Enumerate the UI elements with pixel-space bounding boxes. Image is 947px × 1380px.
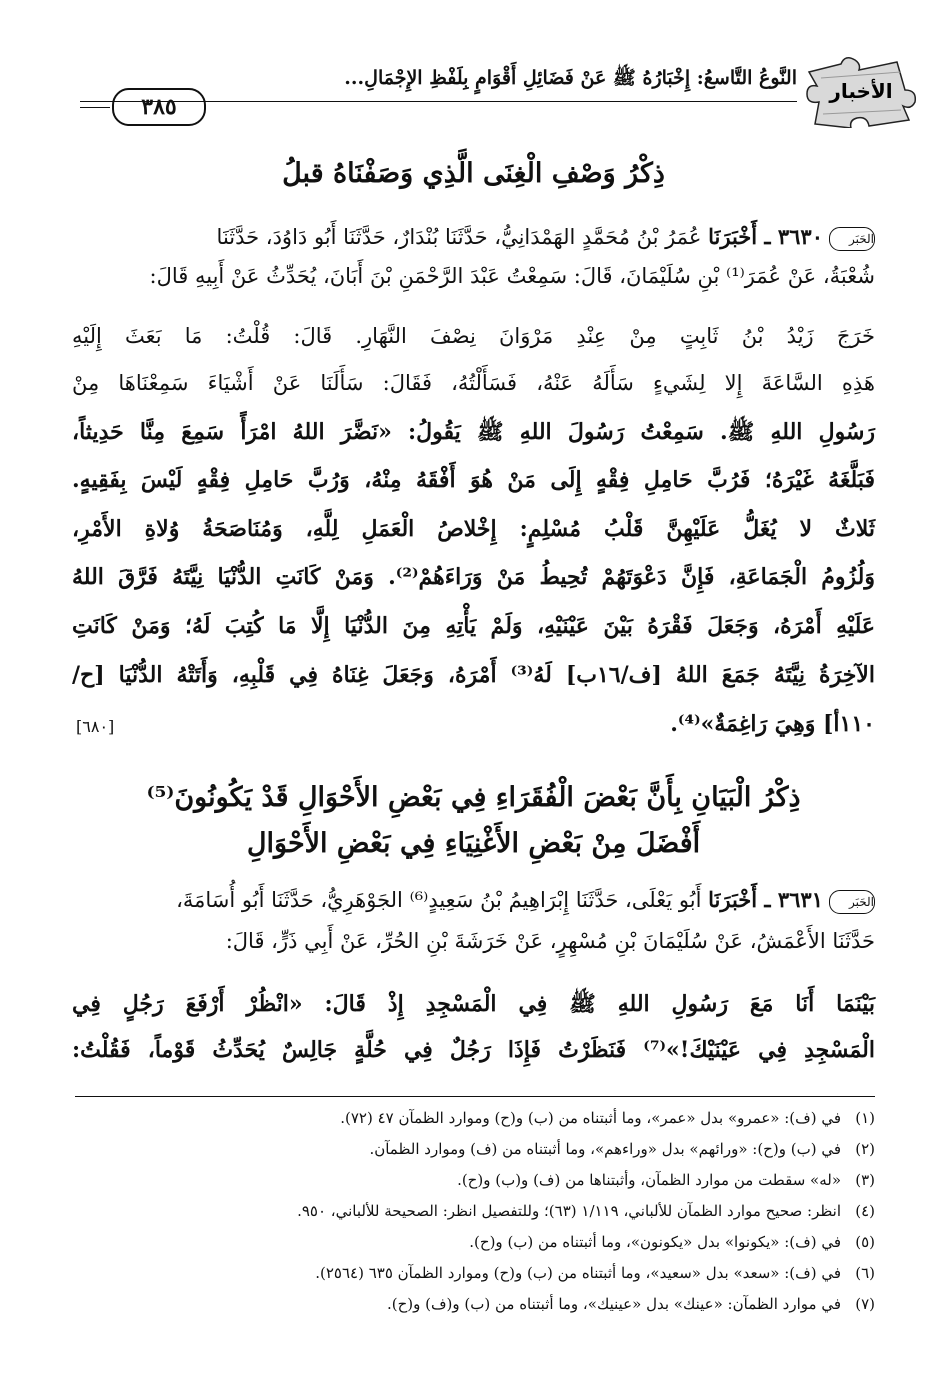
footnote-text: في موارد الظمآن: «عينك» بدل «عينيك»، وما أثبتناه من (ب) و(ف) و(ح).	[386, 1295, 841, 1313]
hadith-number: ٣٦٣٠ ـ أَخْبَرَنَا	[708, 224, 823, 249]
footnote	[80, 1202, 875, 1220]
isnad-text: أَبُو يَعْلَى، حَدَّثَنَا إِبْرَاهِيمُ بْنُ سَعِيدٍ⁽⁶⁾ الجَوْهَرِيُّ، حَدَّثَنَا أَبُو أُسَامَةَ،	[176, 888, 702, 912]
footnote-rule	[75, 1096, 875, 1097]
hadith-3630-text-line7: عَلَيْهِ أَمْرَهُ، وَجَعَلَ فَقْرَهُ بَيْنَ عَيْنَيْهِ، وَلَمْ يَأْتِهِ مِنَ الدُّنْيَا إِلَّا مَا كُتِبَ لَهُ؛ وَمَنْ كَانَتِ	[72, 613, 875, 639]
reference-number: [٦٨٠]	[76, 717, 115, 736]
hadith-badge: الحَبَر	[829, 227, 875, 251]
footnote-number: (٥)	[855, 1233, 875, 1251]
footnote-text: في (ف): «يكونوا» بدل «يكونون»، وما أثبتناه من (ب) و(ح).	[469, 1233, 841, 1251]
hadith-3631-isnad-line1	[72, 887, 875, 914]
footnote	[80, 1295, 875, 1313]
footnote-number: (٦)	[855, 1264, 875, 1282]
hadith-3630-text-line5: ثَلاثٌ لا يُغَلُّ عَلَيْهِنَّ قَلْبُ مُسْلِمٍ: إِخْلاصُ الْعَمَلِ لِلَّهِ، وَمُنَاصَحَةُ وُلاةِ الأَمْرِ،	[72, 516, 875, 542]
hadith-3630-text-line6: وَلُزُومُ الْجَمَاعَةِ، فَإِنَّ دَعْوَتَهُمْ تُحِيطُ مَنْ وَرَاءَهُمْ⁽²⁾. وَمَنْ كَانَتِ الدُّنْيَا نِيَّتَهُ فَرَّقَ اللهُ	[72, 564, 875, 590]
puzzle-logo	[801, 54, 919, 128]
header-rule-left-2	[80, 107, 110, 108]
page-title: النَّوعُ التَّاسعُ: إِخْبَارُهُ ﷺ عَنْ فَضَائِلِ أَقْوَامٍ بِلَفْظِ الإِجْمَالِ...	[344, 67, 797, 89]
header-tag: الأخبار	[829, 79, 893, 103]
footnote	[80, 1171, 875, 1189]
footnote-number: (٣)	[855, 1171, 875, 1189]
hadith-number: ٣٦٣١ ـ أَخْبَرَنَا	[708, 887, 823, 912]
hadith-3630-text-line2: هَذِهِ السَّاعَةَ إِلا لِشَيءٍ سَأَلَهُ عَنْهُ، فَسَأَلْتُهُ، فَقَالَ: سَأَلَنَا عَنْ أَشْيَاءَ سَمِعْنَاهَا مِنْ	[72, 371, 875, 395]
hadith-3630-isnad-line2: شُعْبَةُ، عَنْ عُمَرَ⁽¹⁾ بْنِ سُلَيْمَانَ، قَالَ: سَمِعْتُ عَبْدَ الرَّحْمَنِ بْنَ أَبَانَ، يُحَدِّثُ عَنْ أَبِيهِ قَالَ:	[149, 264, 875, 288]
hadith-3630-text-line8: الآخِرَةُ نِيَّتَهُ جَمَعَ اللهُ [ف/١٦ب] لَهُ⁽³⁾ أَمْرَهُ، وَجَعَلَ غِنَاهُ فِي قَلْبِهِ، وَأَتَتْهُ الدُّنْيَا [ح/	[72, 662, 875, 688]
isnad-text: عُمَرُ بْنُ مُحَمَّدٍ الهَمْدَانِيُّ، حَدَّثَنَا بُنْدَارٌ، حَدَّثَنَا أَبُو دَاوُدَ، حَدَّثَنَا	[216, 225, 702, 249]
footnote-text: في (ف): «سعد» بدل «سعيد»، وما أثبتناه من (ب) و(ح) وموارد الظمآن ٦٣٥ (٢٥٦٤).	[315, 1264, 841, 1282]
hadith-3631-text-line1: بَيْنَمَا أَنَا مَعَ رَسُولِ اللهِ ﷺ فِي الْمَسْجِدِ إِذْ قَالَ: «انْظُرْ أَرْفَعَ رَجُلٍ فِي	[72, 991, 875, 1017]
footnote	[80, 1264, 875, 1282]
section2-heading-line2: أَفْضَلَ مِنْ بَعْضِ الأَغْنِيَاءِ فِي بَعْضِ الأَحْوَالِ	[246, 828, 701, 859]
hadith-3631-isnad-line2: حَدَّثَنَا الأَعْمَشُ، عَنْ سُلَيْمَانَ بْنِ مُسْهِرٍ، عَنْ خَرَشَةَ بْنِ الحُرِّ، عَنْ أَبِي ذَرٍّ، قَالَ:	[225, 929, 875, 953]
footnote-text: «له» سقطت من موارد الظمآن، وأثبتناها من (ف) و(ب) و(ح).	[457, 1171, 841, 1189]
footnote-number: (٢)	[855, 1140, 875, 1158]
footnote-number: (٧)	[855, 1295, 875, 1313]
footnote-number: (٤)	[855, 1202, 875, 1220]
section2-heading-line1: ذِكْرُ الْبَيَانِ بِأَنَّ بَعْضَ الْفُقَرَاءِ فِي بَعْضِ الأَحْوَالِ قَدْ يَكُونُونَ⁽⁵⁾	[146, 782, 801, 813]
hadith-3630-text-line4: فَبَلَّغَهُ غَيْرَهُ؛ فَرُبَّ حَامِلِ فِقْهٍ إِلَى مَنْ هُوَ أَفْقَهُ مِنْهُ، وَرُبَّ حَامِلِ فِقْهٍ لَيْسَ بِفَقِيهٍ.	[72, 467, 875, 493]
hadith-3630-isnad-line1	[72, 224, 875, 251]
footnote	[80, 1140, 875, 1158]
header-rule-left	[80, 101, 110, 102]
footnote-text: في (ف): «عمرو» بدل «عمر»، وما أثبتناه من (ب) و(ح) وموارد الظمآن ٤٧ (٧٢).	[340, 1109, 841, 1127]
footnote-text: في (ب) و(ح): «ورائهم» بدل «وراءهم»، وما أثبتناه من (ف) وموارد الظمآن.	[369, 1140, 841, 1158]
footnote-text: انظر: صحيح موارد الظمآن للألباني، ١/١١٩ (٦٣)؛ وللتفصيل انظر: الصحيحة للألباني، ٩٥٠.	[297, 1202, 841, 1220]
hadith-3630-text-line9: ١١٠أ] وَهِيَ رَاغِمَةٌ»⁽⁴⁾.	[670, 711, 875, 737]
hadith-3631-text-line2: الْمَسْجِدِ فِي عَيْنَيْكَ!»⁽⁷⁾ فَنَظَرْتُ فَإِذَا رَجُلٌ فِي حُلَّةٍ جَالِسٌ يُحَدِّثُ قَوْماً، فَقُلْتُ:	[72, 1037, 875, 1063]
hadith-3630-text-line1: خَرَجَ زَيْدُ بْنُ ثَابِتٍ مِنْ عِنْدِ مَرْوَانَ نِصْفَ النَّهَارِ. قَالَ: قُلْتُ: مَا بَعَثَ إِلَيْهِ	[72, 324, 875, 348]
footnote	[80, 1233, 875, 1251]
page-number: ٣٨٥	[112, 88, 206, 126]
hadith-3630-text-line3: رَسُولِ اللهِ ﷺ. سَمِعْتُ رَسُولَ اللهِ ﷺ يَقُولُ: «نَضَّرَ اللهُ امْرَأً سَمِعَ مِنَّا حَدِيثاً،	[72, 419, 875, 445]
section1-heading: ذِكْرُ وَصْفِ الْغِنَى الَّذِي وَصَفْنَاهُ قبلُ	[282, 158, 665, 189]
hadith-badge: الحَبَر	[829, 890, 875, 914]
footnote-number: (١)	[855, 1109, 875, 1127]
footnote	[80, 1109, 875, 1127]
